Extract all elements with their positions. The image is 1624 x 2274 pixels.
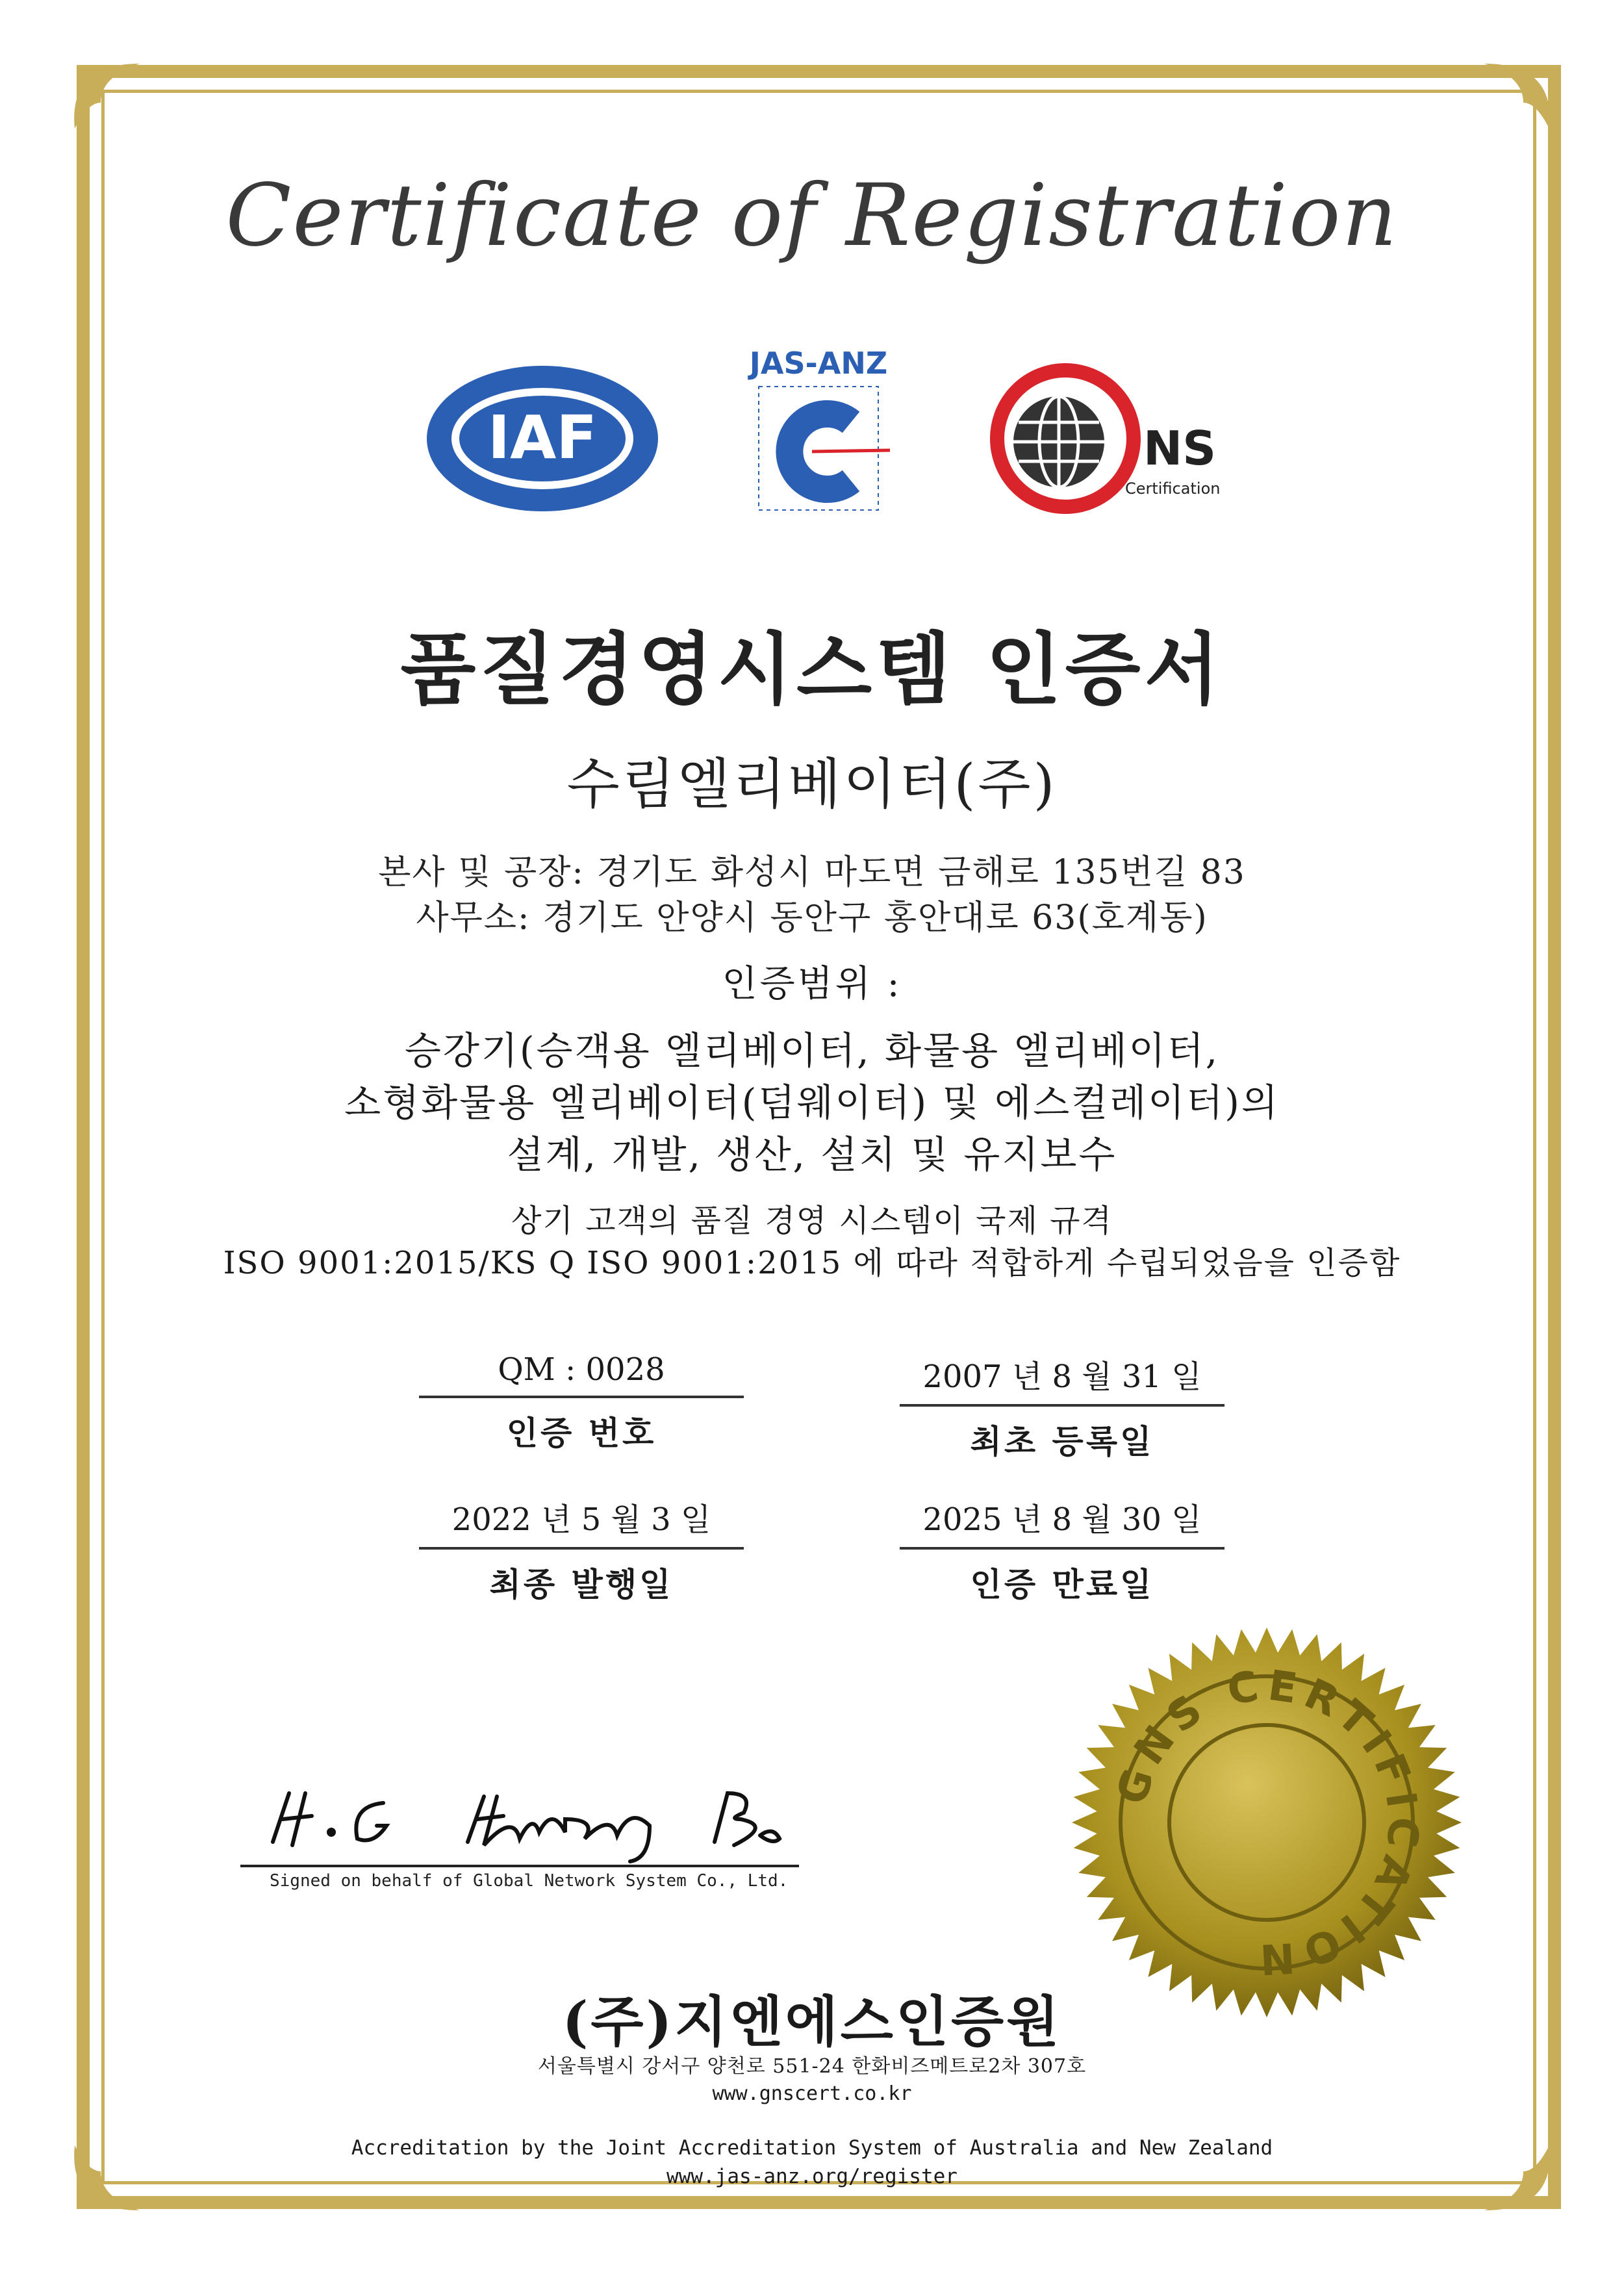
last-issue-label: 최종 발행일 (489, 1565, 674, 1603)
corner-ornament-top-left (62, 51, 153, 142)
certificate-title: Certificate of Registration (225, 166, 1399, 266)
last-issue-field (419, 1494, 744, 1605)
certification-statement: 상기 고객의 품질 경영 시스템이 국제 규격 (511, 1203, 1113, 1239)
first-registration-value: 2007 년 8 월 31 일 (900, 1351, 1224, 1407)
issuer-address: 서울특별시 강서구 양천로 551-24 한화비즈메트로2차 307호 (537, 2055, 1087, 2078)
scope-label: 인증범위 : (722, 963, 902, 1005)
expiry-value: 2025 년 8 월 30 일 (900, 1494, 1224, 1550)
issuer-name: (주)지엔에스인증원 (562, 1989, 1062, 2054)
first-registration-field (900, 1351, 1224, 1463)
svg-text:JAS-ANZ: JAS-ANZ (749, 346, 888, 381)
first-registration-label: 최초 등록일 (970, 1422, 1154, 1461)
gold-seal (1065, 1621, 1468, 2024)
scope-line: 설계, 개발, 생산, 설치 및 유지보수 (507, 1132, 1117, 1177)
signature-line (240, 1865, 799, 1867)
svg-text:Certification: Certification (1125, 479, 1221, 498)
corner-ornament-top-right (1471, 51, 1562, 142)
certification-statement: ISO 9001:2015/KS Q ISO 9001:2015 에 따라 적합하게 수립되었음을 인증함 (223, 1245, 1401, 1281)
company-name: 수림엘리베이터(주) (566, 752, 1058, 816)
expiry-field (900, 1494, 1224, 1605)
accreditation-website[interactable]: www.jas-anz.org/register (666, 2165, 958, 2188)
scope-line: 승강기(승객용 엘리베이터, 화물용 엘리베이터, (404, 1028, 1220, 1073)
accreditation-text: Accreditation by the Joint Accreditation System of Australia and New Zealand (351, 2136, 1273, 2160)
gns-certification-logo (987, 361, 1234, 517)
svg-text:IAF: IAF (487, 403, 598, 472)
handwritten-signature (260, 1780, 793, 1865)
issuer-website[interactable]: www.gnscert.co.kr (712, 2082, 912, 2105)
cert-number-label: 인증 번호 (506, 1414, 657, 1452)
jas-anz-logo (741, 341, 896, 523)
svg-text:GNS CERTIFICATION: GNS CERTIFICATION (1108, 1661, 1428, 1984)
cert-number-field (419, 1351, 744, 1454)
expiry-label: 인증 만료일 (970, 1565, 1154, 1603)
office-address: 사무소: 경기도 안양시 동안구 홍안대로 63(호계동) (416, 899, 1208, 938)
last-issue-value: 2022 년 5 월 3 일 (419, 1494, 744, 1550)
svg-text:NS: NS (1143, 421, 1217, 476)
hq-address: 본사 및 공장: 경기도 화성시 마도면 금해로 135번길 83 (378, 853, 1246, 892)
cert-number-value: QM : 0028 (419, 1351, 744, 1398)
certificate-heading: 품질경영시스템 인증서 (400, 624, 1224, 715)
iaf-logo (422, 361, 663, 517)
scope-line: 소형화물용 엘리베이터(덤웨이터) 및 에스컬레이터)의 (344, 1080, 1280, 1125)
signature-caption: Signed on behalf of Global Network System Co., Ltd. (270, 1871, 789, 1891)
